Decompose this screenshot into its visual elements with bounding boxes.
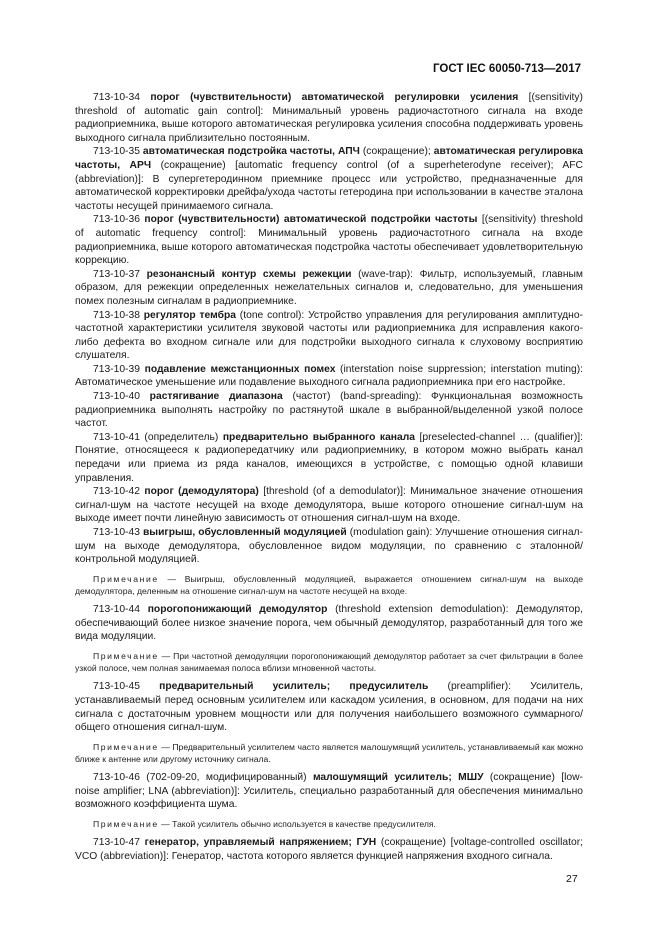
note-text: Выигрыш, обусловленный модуляцией, выражается отношением сигнал-шум на выходе демодулятора, деленным на отношение сигнал-шум на частоте несущей на входе. (75, 573, 583, 596)
note-713-10-44 (75, 650, 583, 674)
entry-term: растягивание диапазона (149, 391, 283, 403)
note-dash: — (158, 741, 173, 752)
note-dash: — (158, 650, 174, 661)
entry-term: выигрыш, обусловленный модуляцией (142, 527, 347, 538)
entry-text: (preamplifier): Усилитель, устанавливаемый перед основным усилителем или каскадом усиления, в основном, для подачи на них сигнала с достаточным уровнем мощности или для получения наибольшего возможного суммарного/общего отношения сигнал-шум. (75, 681, 583, 734)
entry-term: автоматическая подстройка частоты, АПЧ (142, 146, 360, 158)
document-body (75, 91, 583, 863)
entry-713-10-34 (75, 91, 583, 145)
entry-number: 713-10-37 (93, 268, 140, 280)
entry-number: 713-10-34 (93, 92, 140, 103)
entry-text: (сокращение) [voltage-controlled oscillator; VCO (abbreviation)]: Генератор, частота которого является функцией напряжения входного сигнала. (75, 837, 583, 862)
entry-713-10-47 (75, 836, 583, 863)
entry-713-10-44 (75, 603, 583, 644)
entry-713-10-45 (75, 680, 583, 734)
entry-term: предварительный усилитель; предусилитель (159, 681, 429, 693)
entry-number: 713-10-42 (93, 486, 140, 498)
entry-text: [threshold (of a demodulator)]: Минимальное значение отношения сигнал-шум на частоте несущей на входе демодулятора, выше которого отношение сигнал-шум на выходе имеет почти линейную зависимость от отношения сигнал-шум на входе. (75, 486, 583, 525)
note-text: Предварительный усилителем часто является малошумящий усилитель, устанавливаемый как можно ближе к антенне или другому источнику сигнала. (75, 741, 584, 764)
entry-713-10-38 (75, 309, 583, 363)
note-label: Примечание (93, 818, 159, 829)
entry-term-secondary: автоматическая регулировка частоты, АРЧ (75, 146, 583, 171)
entry-prefix: (определитель) (139, 431, 223, 443)
entry-term: порог (чувствительности) автоматической подстройки частоты (144, 214, 478, 226)
entry-term: порогопонижающий демодулятор (147, 604, 328, 616)
entry-number: 713-10-36 (93, 214, 140, 226)
entry-text: (wave-trap): Фильтр, используемый, главным образом, для режекции определенных нежелательных сигналов и, следовательно, для уменьшения помех полезным сигналам в радиоприемнике. (75, 268, 583, 307)
entry-number: 713-10-43 (93, 527, 140, 538)
entry-number: 713-10-40 (93, 391, 140, 403)
entry-text: (tone control): Устройство управления для регулирования амплитудно-частотной характеристики усилителя звуковой частоты или радиоприемника для исправления какого-либо дефекта во входном сигнале или для подстройки выходного сигнала к слуховому восприятию слушателя. (75, 309, 583, 362)
note-713-10-46 (75, 818, 583, 830)
note-label: Примечание (93, 650, 159, 661)
entry-number: 713-10-47 (93, 837, 140, 849)
entry-number: 713-10-38 (93, 309, 140, 321)
entry-713-10-43 (75, 526, 583, 567)
entry-text: [(sensitivity) threshold of automatic gain control]: Минимальный уровень радиочастотного сигнала на входе радиоприемника, выше которого автоматическая регулировка усиления способна поддерживать уровень выходного сигнала приблизительно постоянным. (75, 92, 583, 144)
entry-term: малошумящий усилитель; МШУ (312, 772, 484, 784)
entry-term: предварительно выбранного канала (222, 431, 416, 443)
entry-number: 713-10-41 (93, 431, 140, 443)
entry-text: (interstation noise suppression; interstation muting): Автоматическое уменьшение или подавление выходного сигнала радиоприемника при его настройке. (75, 363, 583, 389)
entry-number: 713-10-45 (93, 681, 140, 693)
note-713-10-45 (75, 741, 583, 765)
entry-text: [preselected-channel … (qualifier)]: Понятие, относящееся к радиопередатчику или радиоприемнику, в котором можно выбрать канал передачи или приема из ряда каналов, имеющихся в устройстве, с помощью одной клавиши управления. (75, 431, 584, 484)
note-dash: — (158, 818, 173, 829)
entry-text: (сокращение); (359, 146, 434, 158)
entry-number: 713-10-44 (93, 604, 140, 616)
entry-text: (частот) (band-spreading): Функциональная возможность радиоприемника выполнять настройку по растянутой шкале в выбранной/выделенной узкой полосе частот. (75, 391, 583, 430)
entry-713-10-36 (75, 213, 583, 267)
note-text: Такой усилитель обычно используется в качестве предусилителя. (172, 818, 436, 829)
entry-term: подавление межстанционных помех (144, 363, 336, 375)
entry-text: (сокращение) [low-noise amplifier; LNA (abbreviation)]: Усилитель, специально разработанный для обеспечения минимально возможного коэффициента шума. (75, 772, 583, 811)
entry-number: 713-10-46 (93, 772, 140, 784)
entry-713-10-40 (75, 390, 583, 431)
entry-713-10-42 (75, 485, 583, 526)
entry-number: 713-10-39 (93, 363, 140, 375)
entry-term: резонансный контур схемы режекции (146, 268, 352, 280)
entry-term: порог (чувствительности) автоматической регулировки усиления (150, 92, 519, 103)
entry-713-10-41 (75, 431, 583, 485)
note-label: Примечание (93, 573, 159, 584)
entry-text: (modulation gain): Улучшение отношения сигнал-шум на выходе демодулятора, обусловленное видом модуляции, по сравнению с эталонной/контрольной модуляцией. (75, 527, 583, 566)
note-text: При частотной демодуляции порогопонижающий демодулятор работает за счет фильтрации в более узкой полосе, чем полная занимаемая полоса вблизи мгновенной частоты. (75, 650, 583, 674)
entry-713-10-39 (75, 363, 583, 390)
entry-text-secondary: (сокращение) [automatic frequency control (of a superheterodyne receiver); AFC (abbreviation)]: В супергетеродинном приемнике процесс или устройство, предназначенные для автоматической корректировки дрейфа/ухода частоты гетеродина при использовании в качестве эталона частоты несущей принимаемого сигнала. (75, 159, 583, 212)
entry-text: (threshold extension demodulation): Демодулятор, обеспечивающий более низкое значение порога, чем обычный демодулятор, разработанный для того же вида модуляции. (75, 604, 583, 643)
entry-term: генератор, управляемый напряжением; ГУН (144, 837, 377, 849)
entry-713-10-37 (75, 268, 583, 309)
entry-text: [(sensitivity) threshold of automatic frequency control]: Минимальный уровень радиочастотного сигнала на входе радиоприемника, выше которого автоматическая подстройка частоты обеспечивает удовлетворительную коррекцию. (75, 214, 583, 267)
entry-term: порог (демодулятора) (144, 486, 259, 498)
entry-term: регулятор тембра (143, 309, 236, 321)
entry-number: 713-10-35 (93, 146, 140, 158)
entry-prefix: (702-09-20, модифицированный) (139, 772, 313, 784)
note-dash: — (158, 573, 185, 584)
note-label: Примечание (93, 741, 159, 752)
document-header: ГОСТ IEC 60050-713—2017 (433, 63, 581, 75)
entry-713-10-46 (75, 771, 583, 812)
note-713-10-43 (75, 573, 583, 597)
entry-713-10-35 (75, 145, 583, 213)
page-number: 27 (566, 873, 578, 885)
